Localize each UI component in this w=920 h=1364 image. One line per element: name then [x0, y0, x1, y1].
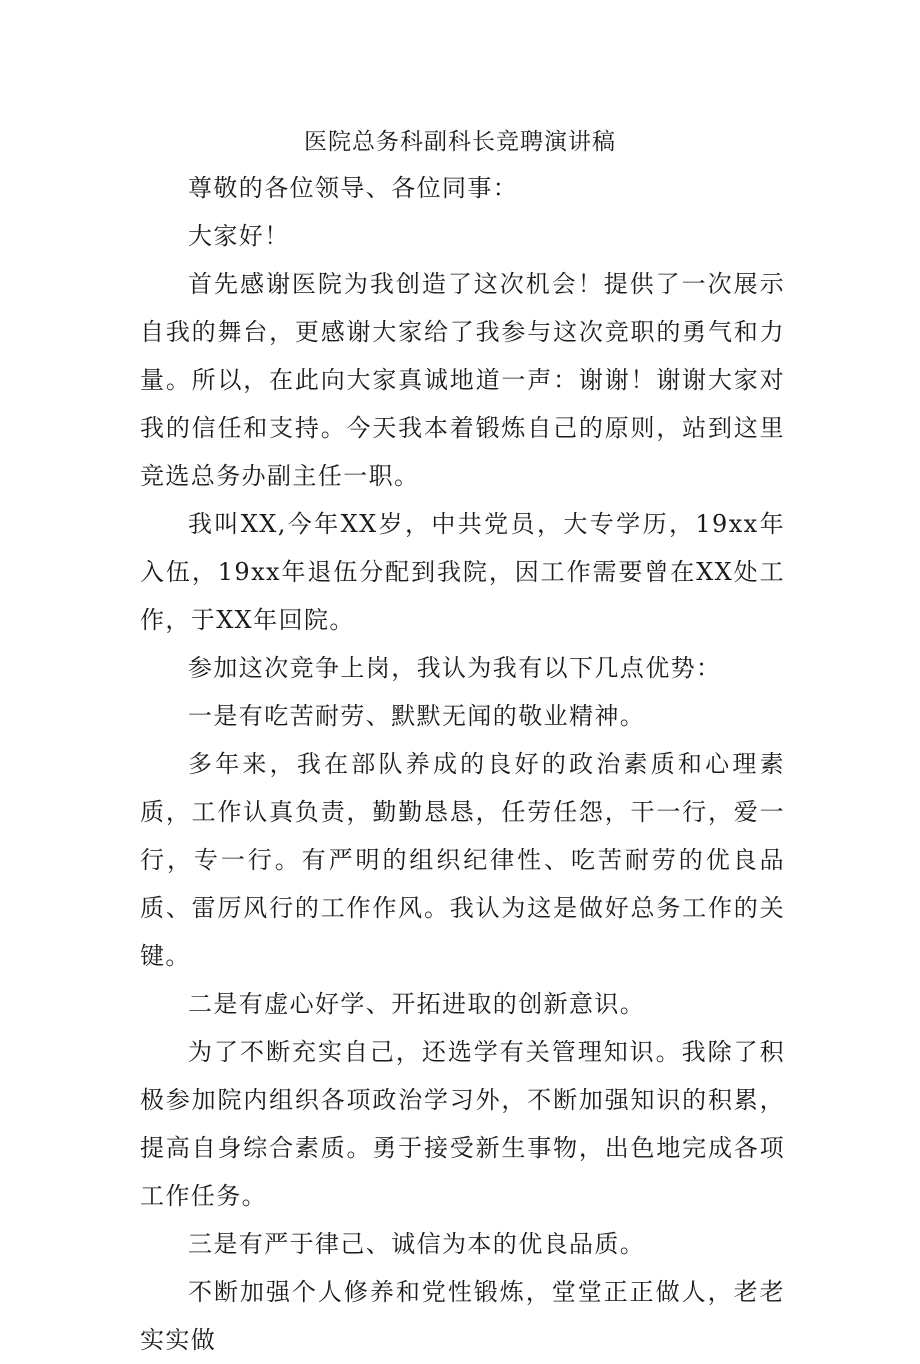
paragraph-point-two: 为了不断充实自己，还选学有关管理知识。我除了积极参加院内组织各项政治学习外，不断加强知识的积累，提高自身综合素质。勇于接受新生事物，出色地完成各项工作任务。 [140, 1038, 785, 1210]
document-title: 医院总务科副科长竞聘演讲稿 [304, 129, 616, 155]
paragraph-self-introduction: 我叫XX,今年XX岁，中共党员，大专学历，19xx年入伍，19xx年退伍分配到我院，因工作需要曾在XX处工作，于XX年回院。 [140, 510, 785, 634]
paragraph-point-three: 不断加强个人修养和党性锻炼，堂堂正正做人，老老实实做 [140, 1278, 785, 1354]
paragraph-greeting: 尊敬的各位领导、各位同事： [188, 174, 519, 202]
paragraph-heading-one: 一是有吃苦耐劳、默默无闻的敬业精神。 [188, 702, 646, 730]
document-body [140, 164, 785, 1364]
paragraph-heading-two: 二是有虚心好学、开拓进取的创新意识。 [188, 990, 646, 1018]
paragraph-advantages-intro: 参加这次竞争上岗，我认为我有以下几点优势： [188, 654, 722, 682]
paragraph-point-one: 多年来，我在部队养成的良好的政治素质和心理素质，工作认真负责，勤勤恳恳，任劳任怨，干一行，爱一行，专一行。有严明的组织纪律性、吃苦耐劳的优良品质、雷厉风行的工作作风。我认为这是做好总务工作的关键。 [140, 750, 785, 970]
paragraph-heading-three: 三是有严于律己、诚信为本的优良品质。 [188, 1230, 646, 1258]
paragraph-thanks: 首先感谢医院为我创造了这次机会！提供了一次展示自我的舞台，更感谢大家给了我参与这次竞职的勇气和力量。所以，在此向大家真诚地道一声：谢谢！谢谢大家对我的信任和支持。今天我本着锻炼自己的原则，站到这里竞选总务办副主任一职。 [140, 270, 785, 490]
paragraph-hello: 大家好！ [188, 222, 290, 250]
